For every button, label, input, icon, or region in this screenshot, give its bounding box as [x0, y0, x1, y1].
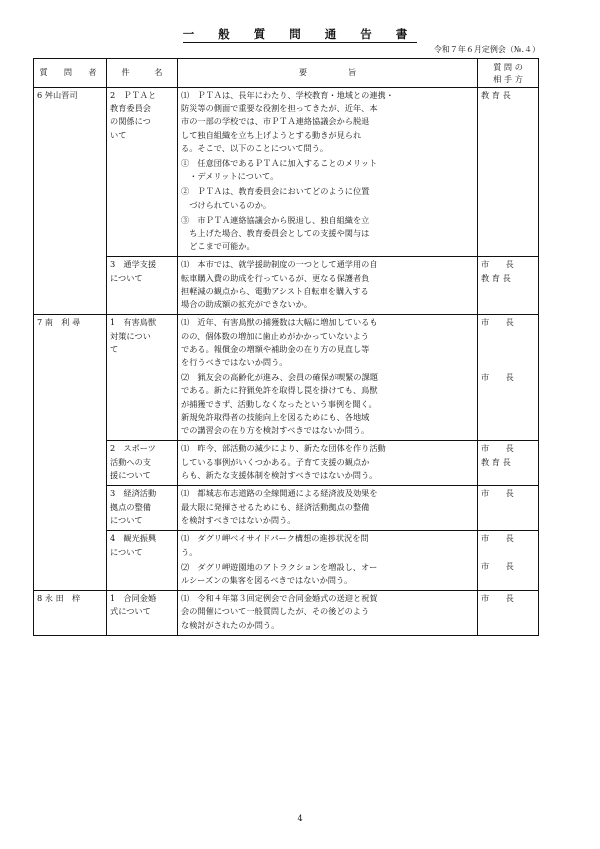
questioner-name: 6 舛山晋司	[34, 88, 107, 315]
question-item: ⑴ ＰＴＡは、長年にわたり、学校教育・地域との連携・ 防災等の側面で重要な役割を担ってきたが、近年、本 市の一部の学校では、市ＰＴＡ連絡協議会から脱退 して独自組織を立ち上げようとする動きが見られ る。そこで、以下のことについて問う。	[181, 90, 394, 153]
header-questioner: 質 問 者	[34, 59, 107, 88]
respondent-label: 市 長	[481, 533, 514, 544]
table-row	[34, 315, 539, 441]
question-item: ⑴ 本市では、就学援助制度の一つとして通学用の自 転車購入費の助成を行っているが、更なる保護者負 担軽減の観点から、電動アシスト自転車を購入する 場合の助成額の拡充ができないか。	[181, 259, 378, 310]
respondent-label: 教 育 長	[481, 90, 511, 100]
respondent-label: 市 長	[481, 372, 514, 383]
question-notice-table	[33, 58, 539, 636]
subject-title: 1 有害鳥獣 対策につい て	[107, 315, 178, 441]
question-item: ⑴ ダグリ岬ベイサイドパーク構想の進捗状況を問 う。	[181, 533, 369, 557]
summary-cell	[178, 486, 478, 531]
summary-cell	[178, 591, 478, 636]
respondent-cell	[478, 441, 539, 486]
respondent-label: 市 長	[481, 317, 514, 328]
table-row	[34, 257, 539, 315]
respondent-cell	[478, 486, 539, 531]
respondent-label: 市 長	[481, 561, 514, 572]
header-subject: 件 名	[107, 59, 178, 88]
respondent-label: 市 長	[481, 488, 514, 499]
summary-cell	[178, 315, 478, 441]
subject-title: 3 経済活動 拠点の整備 について	[107, 486, 178, 531]
respondent-label: 市 長 教 育 長	[481, 443, 514, 467]
table-row	[34, 591, 539, 636]
respondent-cell	[478, 88, 539, 257]
table-row	[34, 486, 539, 531]
respondent-label	[481, 213, 535, 253]
questioner-name: 7 南 利 尋	[34, 315, 107, 591]
header-summary: 要 旨	[178, 59, 478, 88]
summary-cell	[178, 257, 478, 315]
table-row	[34, 531, 539, 591]
respondent-label: 市 長 教 育 長	[481, 259, 514, 283]
question-item: ⑴ 令和４年第３回定例会で合同金婚式の送迎と祝賀 会の開催について一般質問したが、その後どのよう な検討がされたのか問う。	[181, 593, 378, 630]
question-item: ③ 市ＰＴＡ連絡協議会から脱退し、独自組織を立 ち上げた場合、教育委員会としての支援や関与は どこまで可能か。	[181, 214, 370, 252]
header-respondent: 質 問 の 相 手 方	[478, 59, 539, 88]
subject-title: 2 ＰＴＡと 教育委員会 の関係につ いて	[107, 88, 178, 257]
summary-cell	[178, 441, 478, 486]
subject-title: 3 通学支援 について	[107, 257, 178, 315]
question-item: ⑵ ダグリ岬遊園地のアトラクションを増設し、オー ルシーズンの集客を図るべきではないか問う。	[181, 561, 378, 586]
summary-cell	[178, 88, 478, 257]
subject-title: 4 観光振興 について	[107, 531, 178, 591]
respondent-label: 市 長	[481, 593, 514, 604]
question-item: ⑵ 猟友会の高齢化が進み、会員の確保が喫緊の課題 である。新たに狩猟免許を取得し罠を掛けても、鳥獣 が捕獲できず、活動しなくなったという事例を聞く。 新規免許取得者の技能向上を図るためにも、各地域 での講習会の在り方を検討すべきではないか問う。	[181, 372, 378, 436]
respondent-label	[481, 157, 535, 183]
subject-title: 2 スポーツ 活動への支 援について	[107, 441, 178, 486]
table-row	[34, 88, 539, 257]
respondent-cell	[478, 257, 539, 315]
respondent-cell	[478, 531, 539, 591]
respondent-label	[481, 185, 535, 211]
respondent-cell	[478, 315, 539, 441]
question-item: ⑴ 昨今、部活動の減少により、新たな団体を作り活動 している事例がいくつかある。子育て支援の観点か らも、新たな支援体制を検討すべきではないか問う。	[181, 443, 386, 480]
respondent-cell	[478, 591, 539, 636]
question-item: ⑴ 都城志布志道路の全線開通による経済波及効果を 最大限に発揮させるためにも、経済活動拠点の整備 を検討すべきではないか問う。	[181, 488, 378, 525]
questioner-name: 8 永 田 梓	[34, 591, 107, 636]
question-item: ② ＰＴＡは、教育委員会においてどのように位置 づけられているのか。	[181, 186, 370, 210]
question-item: ⑴ 近年、有害鳥獣の捕獲数は大幅に増加しているも のの、個体数の増加に歯止めがかかっていないよう である。報償金の増額や補助金の在り方の見直し等 を行うべきではないか問う。	[181, 317, 378, 368]
page-number: 4	[297, 814, 303, 823]
table-header-row	[34, 59, 539, 88]
summary-cell	[178, 531, 478, 591]
question-item: ① 任意団体であるＰＴＡに加入することのメリット ・デメリットについて。	[181, 158, 378, 182]
subject-title: 1 合同金婚 式について	[107, 591, 178, 636]
session-label: 令和７年６月定例会（№.４）	[433, 45, 540, 54]
document-title: 一 般 質 問 通 告 書	[182, 27, 418, 41]
table-row	[34, 441, 539, 486]
table-body	[34, 88, 539, 636]
